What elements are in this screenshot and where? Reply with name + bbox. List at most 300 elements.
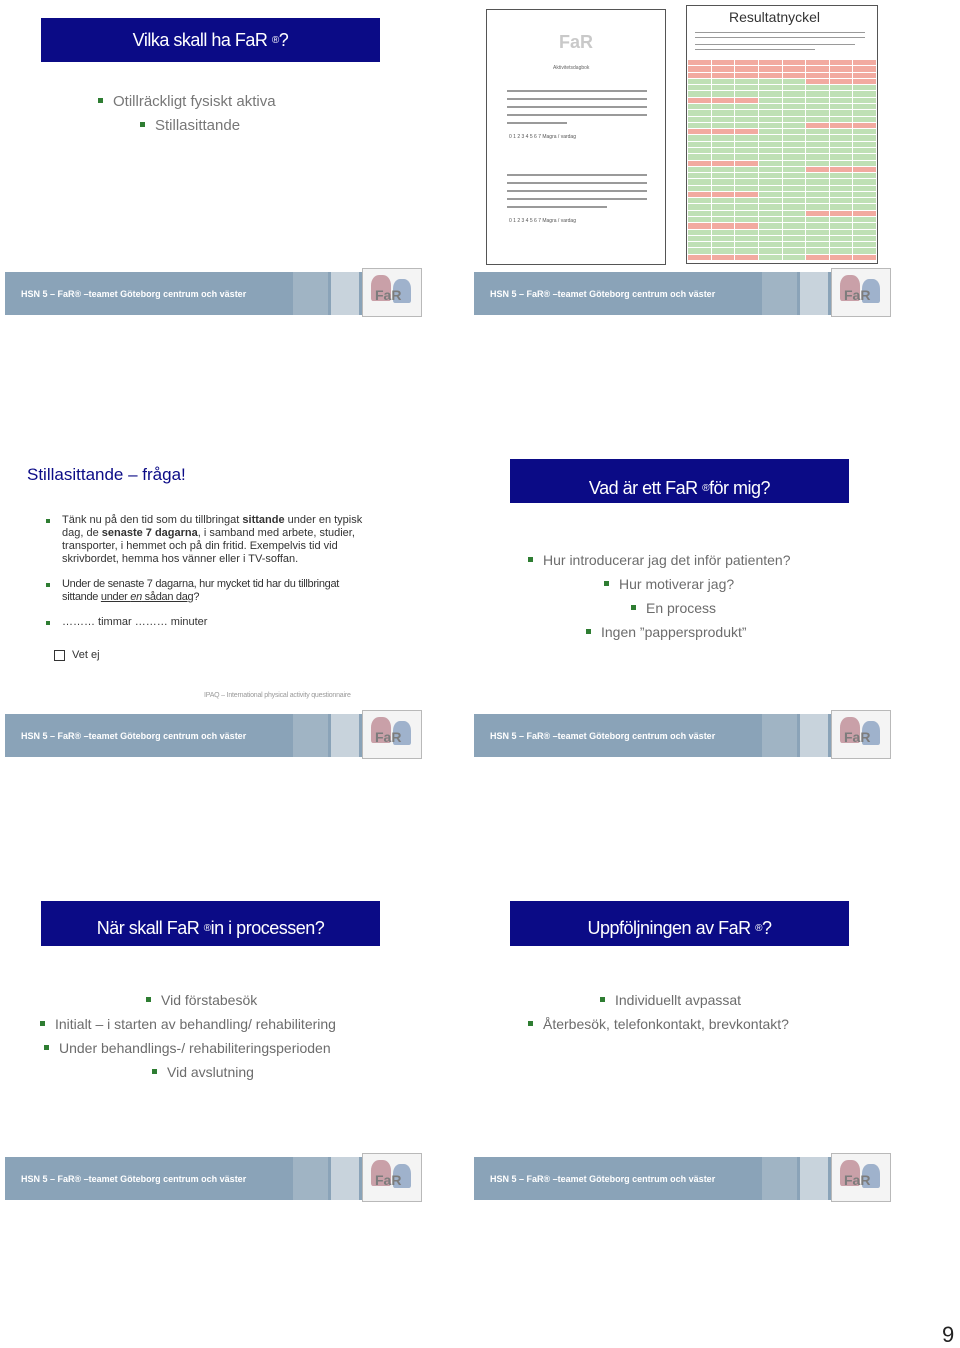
slide-title [510,459,849,503]
table-cell [688,236,711,241]
bullet-text: Vid förstabesök [161,992,258,1008]
table-cell [806,135,829,140]
bullet-icon [152,1069,157,1074]
table-cell [688,217,711,222]
table-cell [853,223,876,228]
table-cell [830,167,853,172]
table-cell [830,110,853,115]
table-cell [712,161,735,166]
table-cell [806,167,829,172]
table-cell [759,248,782,253]
table-cell [735,167,758,172]
table-cell [806,110,829,115]
table-cell [735,211,758,216]
table-cell [688,211,711,216]
footer-block [800,272,828,315]
table-cell [830,236,853,241]
footer-block [762,272,797,315]
table-cell [688,60,711,65]
table-cell [688,242,711,247]
footer-block [293,272,328,315]
slide-2 [470,0,940,320]
table-cell [735,173,758,178]
table-cell [759,148,782,153]
bullet-icon [46,519,50,523]
table-cell [712,148,735,153]
table-cell [759,217,782,222]
table-cell [688,73,711,78]
title-text: Vad är ett FaR [588,477,698,498]
table-cell [806,230,829,235]
table-cell [783,129,806,134]
table-cell [783,104,806,109]
table-cell [806,173,829,178]
bullet-icon [528,557,533,562]
slide-footer [5,272,420,315]
checkbox-icon[interactable] [54,650,65,661]
table-cell [688,98,711,103]
table-cell [688,230,711,235]
table-cell [853,104,876,109]
table-cell [688,186,711,191]
far-logo-icon: FaR [831,710,891,759]
table-cell [853,98,876,103]
table-cell [735,104,758,109]
table-cell [759,66,782,71]
slide-title [41,901,380,946]
table-cell [759,98,782,103]
table-cell [830,192,853,197]
footer-text: HSN 5 – FaR® –teamet Göteborg centrum och väster [21,731,247,741]
table-cell [735,148,758,153]
table-cell [783,117,806,122]
table-cell [806,148,829,153]
table-cell [853,211,876,216]
table-cell [853,192,876,197]
table-cell [806,236,829,241]
table-cell [806,66,829,71]
table-cell [759,129,782,134]
table-cell [712,192,735,197]
registered-mark: ® [203,923,211,934]
source-note: IPAQ – International physical activity questionnaire [204,692,351,699]
table-cell [806,129,829,134]
table-cell [712,255,735,260]
table-cell [783,248,806,253]
footer-block [800,714,828,757]
table-cell [688,79,711,84]
table-cell [688,117,711,122]
table-cell [688,129,711,134]
table-cell [853,179,876,184]
table-cell [712,142,735,147]
table-cell [806,242,829,247]
table-cell [806,85,829,90]
bullet-icon [146,997,151,1002]
table-cell [735,192,758,197]
table-cell [712,223,735,228]
table-cell [853,198,876,203]
table-cell [853,161,876,166]
scale-row: 0 1 2 3 4 5 6 7 Magra / vardag [509,218,576,224]
table-cell [806,60,829,65]
table-cell [830,123,853,128]
table-cell [830,204,853,209]
bullet-text: Under behandlings-/ rehabiliteringsperioden [59,1040,331,1056]
table-cell [759,110,782,115]
table-cell [806,217,829,222]
bullet-item [146,988,336,1012]
table-cell [853,173,876,178]
bullet-item [586,620,790,644]
far-logo-icon: FaR [831,268,891,317]
bullet-item: Tänk nu på den tid som du tillbringat sittande under en typisk dag, de senaste 7 dagarna, i samband med arbete, studier, transporter, i hemmet och på din fritid. Exempelvis tid vid skrivbordet, hemma hos vänner eller i TV-soffan. [46,514,366,566]
table-cell [783,148,806,153]
result-key-title: Resultatnyckel [729,9,821,25]
table-cell [806,154,829,159]
bullet-item [600,988,789,1012]
table-cell [853,117,876,122]
table-cell [830,60,853,65]
table-cell [853,236,876,241]
table-cell [759,91,782,96]
bullet-item [152,1060,336,1084]
table-cell [853,79,876,84]
bullet-text: Initialt – i starten av behandling/ rehabilitering [55,1016,336,1032]
table-cell [783,154,806,159]
bullet-item [528,1012,789,1036]
bullet-icon [98,98,103,103]
table-cell [712,242,735,247]
bullet-item [44,1036,336,1060]
table-cell [830,248,853,253]
table-cell [853,255,876,260]
table-cell [853,230,876,235]
bullet-item: ……… timmar ……… minuter [46,616,366,629]
table-cell [830,73,853,78]
table-cell [853,204,876,209]
table-cell [735,117,758,122]
table-cell [712,186,735,191]
footer-text: HSN 5 – FaR® –teamet Göteborg centrum och väster [490,1174,716,1184]
table-cell [783,142,806,147]
table-cell [783,217,806,222]
table-cell [735,123,758,128]
table-cell [688,173,711,178]
far-logo-icon: FaR [362,710,422,759]
bullet-icon [44,1045,49,1050]
table-cell [712,73,735,78]
table-cell [783,179,806,184]
table-cell [783,91,806,96]
table-cell [783,123,806,128]
table-cell [783,173,806,178]
table-cell [735,161,758,166]
slide-title [41,18,380,62]
registered-mark: ® [271,34,279,46]
table-cell [735,236,758,241]
table-cell [735,230,758,235]
table-cell [783,98,806,103]
table-cell [759,117,782,122]
table-cell [759,135,782,140]
table-cell [735,255,758,260]
table-cell [759,236,782,241]
table-cell [853,73,876,78]
bullet-icon [140,122,145,127]
result-key-document [686,5,878,264]
table-cell [735,129,758,134]
registered-mark: ® [755,923,762,934]
bullet-item [140,117,276,134]
table-cell [712,135,735,140]
table-cell [759,204,782,209]
table-cell [712,167,735,172]
table-cell [759,167,782,172]
footer-block [331,714,359,757]
table-cell [830,217,853,222]
table-cell [853,135,876,140]
doc-logo: FaR [559,32,594,52]
table-cell [712,204,735,209]
table-cell [712,129,735,134]
table-cell [759,186,782,191]
table-cell [688,110,711,115]
bullet-icon [46,621,50,625]
table-cell [688,204,711,209]
title-end: in i processen? [210,918,325,938]
table-cell [806,142,829,147]
scale-row: 0 1 2 3 4 5 6 7 Magra / vardag [509,134,576,140]
table-cell [735,242,758,247]
table-cell [735,110,758,115]
table-cell [853,242,876,247]
table-cell [735,85,758,90]
table-cell [688,91,711,96]
vet-ej-label: Vet ej [72,649,100,661]
table-cell [830,129,853,134]
footer-text: HSN 5 – FaR® –teamet Göteborg centrum och väster [21,1174,247,1184]
table-cell [783,161,806,166]
table-cell [853,60,876,65]
table-cell [783,242,806,247]
table-cell [712,60,735,65]
slide-footer [5,714,420,757]
footer-block [331,272,359,315]
far-logo-icon: FaR [362,268,422,317]
footer-block [800,1157,828,1200]
table-cell [712,236,735,241]
table-cell [783,60,806,65]
table-cell [806,161,829,166]
table-cell [759,104,782,109]
bullet-text: Individuellt avpassat [615,992,742,1008]
table-cell [688,192,711,197]
table-cell [688,148,711,153]
table-cell [830,79,853,84]
table-cell [712,217,735,222]
table-cell [759,161,782,166]
table-cell [688,255,711,260]
title-text: När skall FaR [96,918,200,938]
table-cell [806,248,829,253]
table-cell [853,142,876,147]
table-cell [830,230,853,235]
bullet-text: Vid avslutning [167,1064,254,1080]
table-cell [759,85,782,90]
footer-block [762,714,797,757]
table-cell [735,186,758,191]
activity-diary-document [486,9,666,265]
table-cell [759,179,782,184]
table-cell [806,117,829,122]
bullet-item: Under de senaste 7 dagarna, hur mycket tid har du tillbringat sittande under en sådan dag? [46,578,366,604]
slide-title: Stillasittande – fråga! [27,465,186,484]
table-cell [853,110,876,115]
table-cell [735,248,758,253]
table-cell [712,123,735,128]
bullet-text: En process [646,600,717,616]
table-cell [830,66,853,71]
bullet-icon [600,997,605,1002]
result-key-table [688,60,876,260]
table-cell [783,79,806,84]
slide-footer [5,1157,420,1200]
footer-block [331,1157,359,1200]
table-cell [759,223,782,228]
table-cell [688,198,711,203]
footer-block [762,1157,797,1200]
table-cell [759,142,782,147]
table-cell [735,223,758,228]
table-cell [783,73,806,78]
bullet-icon [586,629,591,634]
table-cell [830,223,853,228]
table-cell [783,167,806,172]
slide-footer [474,272,889,315]
table-cell [830,242,853,247]
table-cell [712,79,735,84]
table-cell [783,230,806,235]
vet-ej-option[interactable] [54,649,100,661]
table-cell [759,255,782,260]
table-cell [688,135,711,140]
table-cell [830,148,853,153]
table-cell [735,198,758,203]
table-cell [759,198,782,203]
slide-footer [474,714,889,757]
table-cell [688,123,711,128]
table-cell [735,179,758,184]
table-cell [830,142,853,147]
table-cell [806,98,829,103]
table-cell [806,255,829,260]
table-cell [735,91,758,96]
table-cell [735,73,758,78]
table-cell [830,98,853,103]
table-cell [853,217,876,222]
bullet-item [604,572,790,596]
table-cell [806,104,829,109]
doc-heading: Aktivitetsdagbok [553,65,590,71]
table-cell [830,255,853,260]
table-cell [735,204,758,209]
table-cell [806,73,829,78]
table-cell [712,117,735,122]
table-cell [806,223,829,228]
slide-4 [470,450,940,770]
table-cell [712,230,735,235]
table-cell [806,179,829,184]
table-cell [783,66,806,71]
table-cell [688,66,711,71]
table-cell [688,161,711,166]
footer-block [293,1157,328,1200]
bullet-item [631,596,790,620]
table-cell [830,198,853,203]
table-cell [783,186,806,191]
title-end: ? [761,918,772,938]
table-cell [853,85,876,90]
table-cell [759,123,782,128]
table-cell [688,248,711,253]
table-cell [759,60,782,65]
table-cell [853,248,876,253]
table-cell [830,186,853,191]
bullet-text: Ingen ”pappersprodukt” [601,624,747,640]
table-cell [735,60,758,65]
table-cell [830,85,853,90]
table-cell [783,255,806,260]
table-cell [712,104,735,109]
bullet-text: Stillasittande [155,117,241,134]
page-number: 9 [942,1322,955,1347]
bullet-text: Otillräckligt fysiskt aktiva [113,93,276,110]
table-cell [759,173,782,178]
bullet-text: Återbesök, telefonkontakt, brevkontakt? [543,1016,789,1032]
slide-6 [470,893,940,1213]
question-block [46,514,366,629]
table-cell [735,98,758,103]
slide-1 [0,0,470,320]
table-cell [688,104,711,109]
table-cell [759,154,782,159]
table-cell [783,236,806,241]
footer-text: HSN 5 – FaR® –teamet Göteborg centrum och väster [490,289,716,299]
bullet-icon [604,581,609,586]
table-cell [806,186,829,191]
table-cell [853,186,876,191]
table-cell [688,223,711,228]
table-cell [783,223,806,228]
table-cell [735,79,758,84]
table-cell [759,242,782,247]
table-cell [735,135,758,140]
table-cell [759,79,782,84]
table-cell [853,167,876,172]
table-cell [759,230,782,235]
table-cell [759,73,782,78]
table-cell [735,142,758,147]
table-cell [806,192,829,197]
table-cell [830,161,853,166]
table-cell [853,91,876,96]
table-cell [735,154,758,159]
table-cell [806,79,829,84]
bullet-icon [631,605,636,610]
table-cell [712,85,735,90]
table-cell [783,110,806,115]
